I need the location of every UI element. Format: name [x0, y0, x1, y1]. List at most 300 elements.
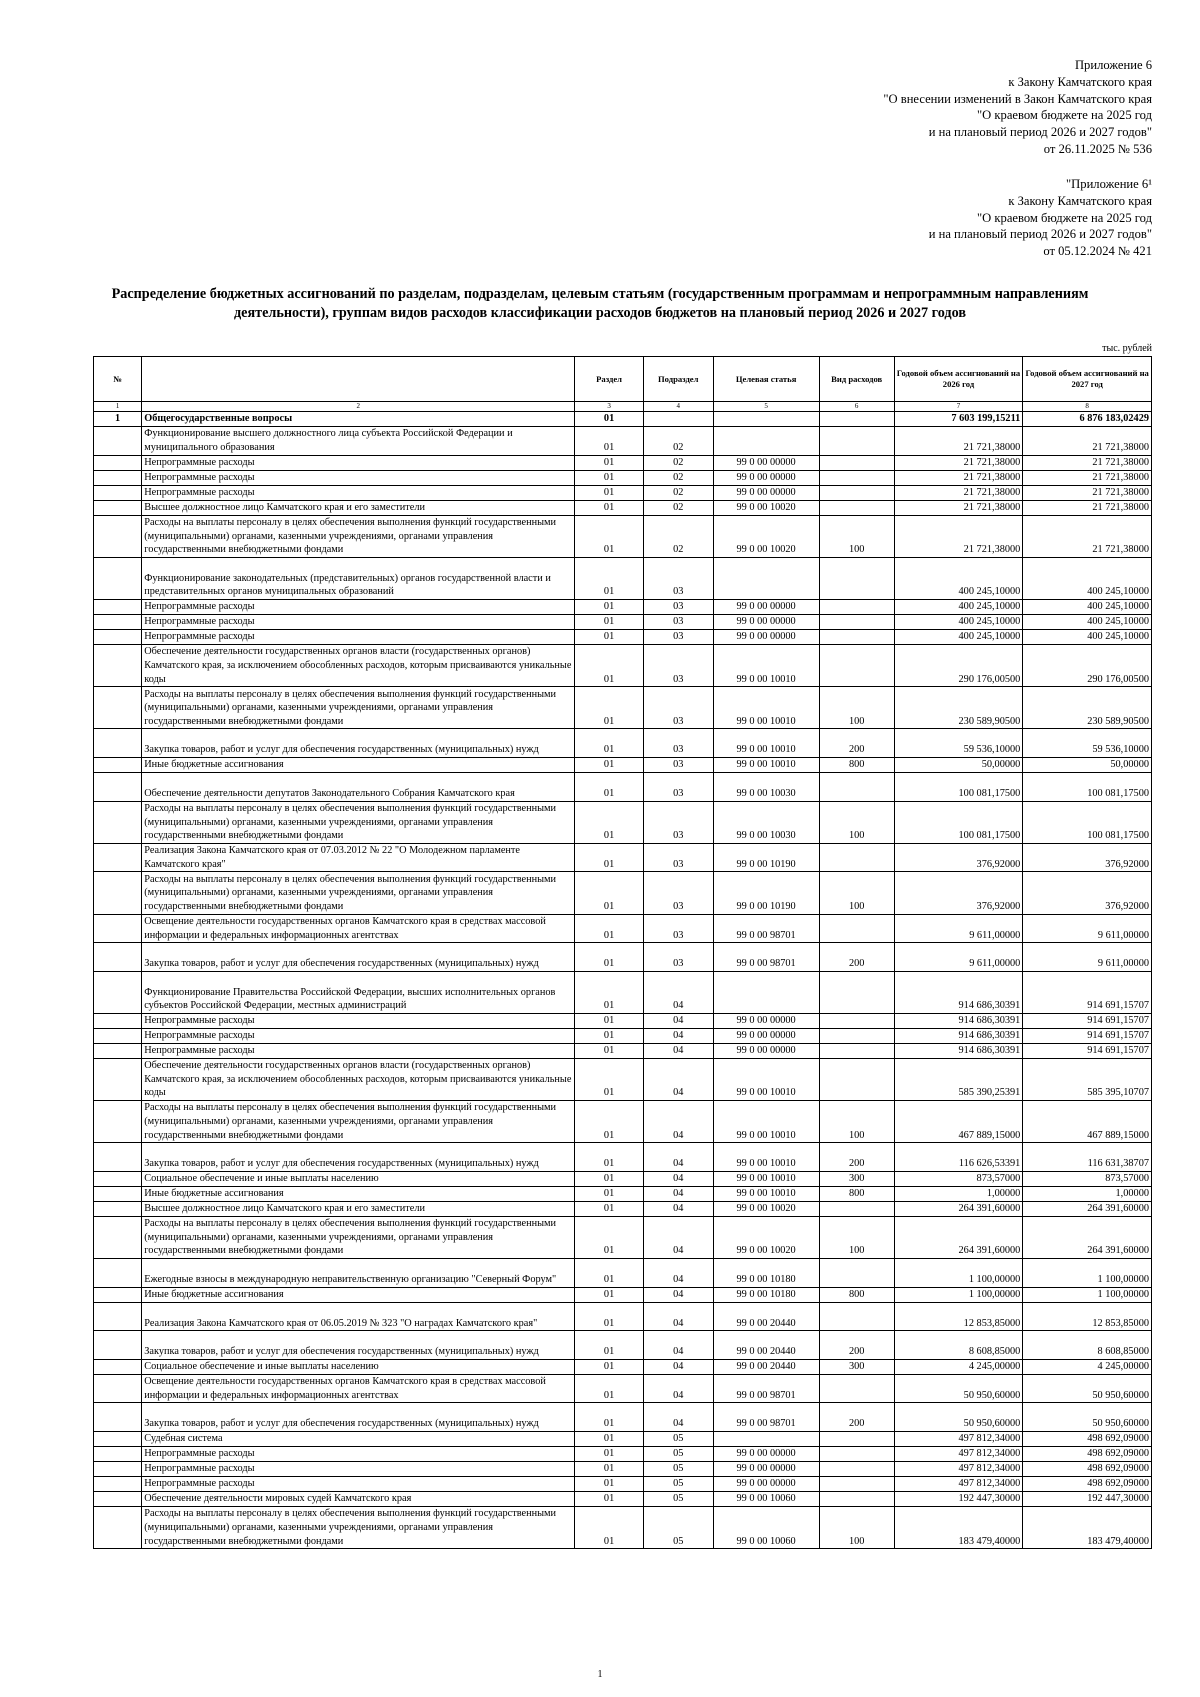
row-section: 01 [575, 1216, 644, 1258]
row-section: 01 [575, 971, 644, 1013]
row-name: Закупка товаров, работ и услуг для обеспечения государственных (муниципальных) нужд [142, 1331, 575, 1360]
row-amount-2027: 400 245,10000 [1023, 614, 1152, 629]
row-num [94, 1171, 142, 1186]
row-expense-type [819, 1374, 894, 1403]
column-number: 4 [643, 402, 713, 412]
row-section: 01 [575, 1043, 644, 1058]
row-expense-type: 800 [819, 1287, 894, 1302]
row-expense-type [819, 1013, 894, 1028]
row-num [94, 515, 142, 557]
row-target-article: 99 0 00 10190 [713, 843, 819, 872]
row-subsection: 02 [643, 427, 713, 456]
row-section: 01 [575, 1359, 644, 1374]
row-section: 01 [575, 687, 644, 729]
row-amount-2026: 21 721,38000 [894, 427, 1023, 456]
table-row [94, 557, 1152, 599]
row-amount-2026: 290 176,00500 [894, 644, 1023, 686]
table-row [94, 1462, 1152, 1477]
row-target-article: 99 0 00 00000 [713, 1043, 819, 1058]
original-appendix-header-line: и на плановый период 2026 и 2027 годов" [928, 227, 1152, 242]
row-amount-2027: 4 245,00000 [1023, 1359, 1152, 1374]
row-section: 01 [575, 1171, 644, 1186]
row-num [94, 1359, 142, 1374]
table-row [94, 872, 1152, 914]
row-section: 01 [575, 872, 644, 914]
table-header-row [94, 357, 1152, 402]
row-amount-2027: 116 631,38707 [1023, 1143, 1152, 1172]
table-row [94, 1201, 1152, 1216]
row-target-article: 99 0 00 10020 [713, 515, 819, 557]
row-expense-type [819, 914, 894, 943]
row-section: 01 [575, 412, 644, 427]
row-subsection: 02 [643, 455, 713, 470]
row-amount-2026: 497 812,34000 [894, 1447, 1023, 1462]
row-target-article [713, 557, 819, 599]
row-expense-type [819, 1259, 894, 1288]
row-expense-type [819, 500, 894, 515]
row-amount-2026: 100 081,17500 [894, 772, 1023, 801]
row-amount-2027: 467 889,15000 [1023, 1101, 1152, 1143]
row-expense-type [819, 1462, 894, 1477]
appendix-header-line: "О внесении изменений в Закон Камчатского края [883, 91, 1152, 106]
row-amount-2026: 914 686,30391 [894, 1013, 1023, 1028]
row-amount-2026: 50 950,60000 [894, 1374, 1023, 1403]
row-name: Непрограммные расходы [142, 629, 575, 644]
table-row [94, 1058, 1152, 1100]
row-name: Высшее должностное лицо Камчатского края и его заместители [142, 1201, 575, 1216]
row-amount-2027: 9 611,00000 [1023, 914, 1152, 943]
row-target-article: 99 0 00 10010 [713, 1058, 819, 1100]
row-name: Функционирование Правительства Российской Федерации, высших исполнительных органов субъектов Российской Федерации, местных администраций [142, 971, 575, 1013]
row-name: Закупка товаров, работ и услуг для обеспечения государственных (муниципальных) нужд [142, 1143, 575, 1172]
row-num [94, 1201, 142, 1216]
row-amount-2027: 100 081,17500 [1023, 772, 1152, 801]
row-name: Непрограммные расходы [142, 1043, 575, 1058]
row-section: 01 [575, 914, 644, 943]
row-subsection: 03 [643, 557, 713, 599]
original-appendix-header-line: от 05.12.2024 № 421 [1043, 244, 1152, 259]
row-name: Закупка товаров, работ и услуг для обеспечения государственных (муниципальных) нужд [142, 729, 575, 758]
row-num [94, 1216, 142, 1258]
row-expense-type: 300 [819, 1171, 894, 1186]
row-expense-type: 100 [819, 1101, 894, 1143]
row-section: 01 [575, 1013, 644, 1028]
row-amount-2026: 7 603 199,15211 [894, 412, 1023, 427]
row-section: 01 [575, 1507, 644, 1549]
column-number: 5 [713, 402, 819, 412]
row-name: Расходы на выплаты персоналу в целях обеспечения выполнения функций государственными (муниципальными) органами, казенными учреждениями, органами управления государственными внебюджетными фондами [142, 801, 575, 843]
row-target-article: 99 0 00 00000 [713, 629, 819, 644]
row-name: Социальное обеспечение и иные выплаты населению [142, 1171, 575, 1186]
table-row [94, 729, 1152, 758]
row-target-article: 99 0 00 00000 [713, 1447, 819, 1462]
row-subsection: 04 [643, 1101, 713, 1143]
row-amount-2026: 100 081,17500 [894, 801, 1023, 843]
row-amount-2027: 50 950,60000 [1023, 1403, 1152, 1432]
row-name: Общегосударственные вопросы [142, 412, 575, 427]
row-target-article: 99 0 00 10060 [713, 1507, 819, 1549]
table-row [94, 614, 1152, 629]
row-amount-2026: 467 889,15000 [894, 1101, 1023, 1143]
table-row [94, 1331, 1152, 1360]
row-expense-type [819, 1302, 894, 1331]
row-subsection: 03 [643, 801, 713, 843]
row-section: 01 [575, 1492, 644, 1507]
table-body [94, 412, 1152, 1549]
row-subsection: 04 [643, 1359, 713, 1374]
row-section: 01 [575, 1331, 644, 1360]
row-expense-type [819, 971, 894, 1013]
row-subsection: 05 [643, 1507, 713, 1549]
row-section: 01 [575, 515, 644, 557]
row-num [94, 757, 142, 772]
row-num [94, 914, 142, 943]
row-subsection: 03 [643, 757, 713, 772]
col-header-section: Раздел [575, 357, 644, 402]
table-row [94, 971, 1152, 1013]
row-amount-2026: 59 536,10000 [894, 729, 1023, 758]
column-number: 7 [894, 402, 1023, 412]
table-row [94, 1359, 1152, 1374]
row-section: 01 [575, 485, 644, 500]
row-num [94, 772, 142, 801]
row-target-article [713, 971, 819, 1013]
row-name: Непрограммные расходы [142, 485, 575, 500]
row-name: Обеспечение деятельности государственных органов власти (государственных органов) Камчатского края, за исключением обособленных расходов, которым присваиваются уникальные коды [142, 1058, 575, 1100]
row-section: 01 [575, 1186, 644, 1201]
row-num [94, 427, 142, 456]
appendix-header-line: "О краевом бюджете на 2025 год [977, 108, 1152, 123]
table-row [94, 1013, 1152, 1028]
row-name: Иные бюджетные ассигнования [142, 1287, 575, 1302]
table-row [94, 599, 1152, 614]
row-target-article: 99 0 00 10010 [713, 644, 819, 686]
row-section: 01 [575, 1432, 644, 1447]
row-name: Ежегодные взносы в международную неправительственную организацию "Северный Форум" [142, 1259, 575, 1288]
row-section: 01 [575, 455, 644, 470]
row-amount-2027: 914 691,15707 [1023, 971, 1152, 1013]
row-target-article: 99 0 00 10010 [713, 1101, 819, 1143]
row-amount-2027: 1 100,00000 [1023, 1259, 1152, 1288]
row-expense-type: 200 [819, 1403, 894, 1432]
row-num [94, 1101, 142, 1143]
row-subsection: 03 [643, 687, 713, 729]
row-num [94, 1013, 142, 1028]
row-target-article: 99 0 00 00000 [713, 1477, 819, 1492]
row-expense-type [819, 455, 894, 470]
row-section: 01 [575, 1374, 644, 1403]
row-amount-2027: 400 245,10000 [1023, 629, 1152, 644]
row-subsection: 03 [643, 599, 713, 614]
table-row [94, 485, 1152, 500]
table-row [94, 757, 1152, 772]
col-header-expense-type: Вид расходов [819, 357, 894, 402]
table-row [94, 470, 1152, 485]
row-section: 01 [575, 1028, 644, 1043]
row-num [94, 1028, 142, 1043]
table-row [94, 455, 1152, 470]
row-expense-type: 100 [819, 801, 894, 843]
row-name: Реализация Закона Камчатского края от 06.05.2019 № 323 "О наградах Камчатского края" [142, 1302, 575, 1331]
col-header-target: Целевая статья [713, 357, 819, 402]
row-amount-2027: 914 691,15707 [1023, 1013, 1152, 1028]
table-row [94, 427, 1152, 456]
row-num: 1 [94, 412, 142, 427]
row-subsection: 05 [643, 1477, 713, 1492]
row-subsection: 04 [643, 971, 713, 1013]
row-name: Иные бюджетные ассигнования [142, 757, 575, 772]
row-target-article: 99 0 00 20440 [713, 1359, 819, 1374]
row-subsection: 05 [643, 1462, 713, 1477]
row-name: Непрограммные расходы [142, 614, 575, 629]
row-expense-type: 100 [819, 1507, 894, 1549]
row-target-article: 99 0 00 10180 [713, 1287, 819, 1302]
row-num [94, 614, 142, 629]
table-row [94, 629, 1152, 644]
col-header-name [142, 357, 575, 402]
row-num [94, 971, 142, 1013]
row-amount-2027: 21 721,38000 [1023, 427, 1152, 456]
table-row [94, 943, 1152, 972]
row-amount-2027: 264 391,60000 [1023, 1201, 1152, 1216]
row-amount-2027: 50,00000 [1023, 757, 1152, 772]
row-target-article: 99 0 00 98701 [713, 943, 819, 972]
table-row [94, 1302, 1152, 1331]
appendix-header [883, 57, 1152, 158]
row-amount-2026: 400 245,10000 [894, 614, 1023, 629]
row-target-article: 99 0 00 10010 [713, 1171, 819, 1186]
row-target-article: 99 0 00 10060 [713, 1492, 819, 1507]
row-amount-2026: 264 391,60000 [894, 1201, 1023, 1216]
row-amount-2027: 376,92000 [1023, 843, 1152, 872]
row-section: 01 [575, 1302, 644, 1331]
row-expense-type [819, 1201, 894, 1216]
row-subsection: 04 [643, 1201, 713, 1216]
row-section: 01 [575, 500, 644, 515]
row-section: 01 [575, 1477, 644, 1492]
row-num [94, 1403, 142, 1432]
row-subsection: 04 [643, 1302, 713, 1331]
row-section: 01 [575, 757, 644, 772]
row-expense-type: 100 [819, 515, 894, 557]
row-expense-type: 100 [819, 1216, 894, 1258]
table-row [94, 843, 1152, 872]
row-target-article: 99 0 00 10030 [713, 801, 819, 843]
row-num [94, 455, 142, 470]
row-target-article: 99 0 00 10010 [713, 687, 819, 729]
row-expense-type [819, 614, 894, 629]
row-amount-2027: 1 100,00000 [1023, 1287, 1152, 1302]
row-target-article: 99 0 00 20440 [713, 1302, 819, 1331]
table-row [94, 412, 1152, 427]
row-amount-2026: 116 626,53391 [894, 1143, 1023, 1172]
row-num [94, 729, 142, 758]
row-amount-2026: 21 721,38000 [894, 455, 1023, 470]
budget-table [93, 356, 1152, 1549]
row-num [94, 1043, 142, 1058]
row-amount-2027: 498 692,09000 [1023, 1432, 1152, 1447]
row-expense-type [819, 1477, 894, 1492]
row-amount-2026: 1 100,00000 [894, 1259, 1023, 1288]
row-section: 01 [575, 629, 644, 644]
row-expense-type [819, 772, 894, 801]
row-target-article: 99 0 00 10020 [713, 1216, 819, 1258]
row-num [94, 1287, 142, 1302]
row-amount-2026: 183 479,40000 [894, 1507, 1023, 1549]
row-name: Закупка товаров, работ и услуг для обеспечения государственных (муниципальных) нужд [142, 943, 575, 972]
table-row [94, 515, 1152, 557]
row-amount-2026: 1,00000 [894, 1186, 1023, 1201]
row-num [94, 1259, 142, 1288]
row-expense-type [819, 470, 894, 485]
table-row [94, 644, 1152, 686]
row-amount-2026: 50,00000 [894, 757, 1023, 772]
row-name: Судебная система [142, 1432, 575, 1447]
table-row [94, 1507, 1152, 1549]
row-num [94, 1432, 142, 1447]
row-target-article: 99 0 00 98701 [713, 1403, 819, 1432]
row-expense-type: 200 [819, 943, 894, 972]
row-amount-2026: 9 611,00000 [894, 914, 1023, 943]
row-subsection: 04 [643, 1287, 713, 1302]
row-amount-2027: 400 245,10000 [1023, 599, 1152, 614]
table-row [94, 1287, 1152, 1302]
row-subsection: 04 [643, 1259, 713, 1288]
row-target-article: 99 0 00 10010 [713, 1186, 819, 1201]
row-subsection: 03 [643, 843, 713, 872]
row-amount-2027: 21 721,38000 [1023, 470, 1152, 485]
row-amount-2026: 230 589,90500 [894, 687, 1023, 729]
row-num [94, 1477, 142, 1492]
row-num [94, 1058, 142, 1100]
row-subsection: 04 [643, 1186, 713, 1201]
row-subsection: 02 [643, 485, 713, 500]
row-subsection: 04 [643, 1403, 713, 1432]
table-row [94, 1143, 1152, 1172]
row-expense-type: 800 [819, 757, 894, 772]
appendix-header-line: и на плановый период 2026 и 2027 годов" [928, 125, 1152, 140]
row-name: Непрограммные расходы [142, 1028, 575, 1043]
col-header-2026: Годовой объем ассигнований на 2026 год [894, 357, 1023, 402]
row-subsection: 03 [643, 614, 713, 629]
row-name: Функционирование законодательных (представительных) органов государственной власти и представительных органов муниципальных образований [142, 557, 575, 599]
row-target-article: 99 0 00 00000 [713, 1013, 819, 1028]
row-amount-2026: 497 812,34000 [894, 1432, 1023, 1447]
row-name: Расходы на выплаты персоналу в целях обеспечения выполнения функций государственными (муниципальными) органами, казенными учреждениями, органами управления государственными внебюджетными фондами [142, 872, 575, 914]
row-section: 01 [575, 557, 644, 599]
col-header-subsection: Подраздел [643, 357, 713, 402]
row-amount-2027: 183 479,40000 [1023, 1507, 1152, 1549]
row-subsection: 04 [643, 1043, 713, 1058]
column-number: 8 [1023, 402, 1152, 412]
row-num [94, 470, 142, 485]
row-num [94, 801, 142, 843]
row-amount-2027: 498 692,09000 [1023, 1462, 1152, 1477]
row-amount-2026: 8 608,85000 [894, 1331, 1023, 1360]
row-expense-type: 800 [819, 1186, 894, 1201]
row-subsection: 04 [643, 1013, 713, 1028]
row-target-article: 99 0 00 10190 [713, 872, 819, 914]
row-subsection: 04 [643, 1331, 713, 1360]
row-section: 01 [575, 1201, 644, 1216]
row-subsection: 05 [643, 1432, 713, 1447]
table-row [94, 1374, 1152, 1403]
original-appendix-header-line: "Приложение 6¹ [1066, 177, 1152, 191]
row-target-article: 99 0 00 10010 [713, 1143, 819, 1172]
row-amount-2027: 1,00000 [1023, 1186, 1152, 1201]
appendix-header-line: к Закону Камчатского края [1008, 74, 1152, 89]
row-num [94, 557, 142, 599]
row-expense-type: 100 [819, 872, 894, 914]
row-target-article: 99 0 00 98701 [713, 1374, 819, 1403]
row-name: Социальное обеспечение и иные выплаты населению [142, 1359, 575, 1374]
row-section: 01 [575, 1101, 644, 1143]
row-amount-2026: 400 245,10000 [894, 629, 1023, 644]
table-row [94, 1432, 1152, 1447]
row-amount-2026: 21 721,38000 [894, 470, 1023, 485]
table-row [94, 1477, 1152, 1492]
row-amount-2027: 59 536,10000 [1023, 729, 1152, 758]
row-expense-type: 200 [819, 1331, 894, 1360]
row-name: Непрограммные расходы [142, 1462, 575, 1477]
table-row [94, 801, 1152, 843]
row-expense-type [819, 557, 894, 599]
row-section: 01 [575, 772, 644, 801]
row-subsection: 05 [643, 1447, 713, 1462]
row-subsection: 05 [643, 1492, 713, 1507]
row-name: Непрограммные расходы [142, 470, 575, 485]
row-name: Высшее должностное лицо Камчатского края и его заместители [142, 500, 575, 515]
row-amount-2027: 376,92000 [1023, 872, 1152, 914]
row-amount-2027: 21 721,38000 [1023, 455, 1152, 470]
row-num [94, 1462, 142, 1477]
row-target-article [713, 1432, 819, 1447]
row-amount-2026: 21 721,38000 [894, 515, 1023, 557]
row-name: Расходы на выплаты персоналу в целях обеспечения выполнения функций государственными (муниципальными) органами, казенными учреждениями, органами управления государственными внебюджетными фондами [142, 515, 575, 557]
row-amount-2027: 21 721,38000 [1023, 500, 1152, 515]
column-number: 6 [819, 402, 894, 412]
row-expense-type: 100 [819, 687, 894, 729]
row-name: Расходы на выплаты персоналу в целях обеспечения выполнения функций государственными (муниципальными) органами, казенными учреждениями, органами управления государственными внебюджетными фондами [142, 687, 575, 729]
table-row [94, 1028, 1152, 1043]
row-amount-2026: 376,92000 [894, 843, 1023, 872]
column-number-row [94, 402, 1152, 412]
row-section: 01 [575, 1287, 644, 1302]
row-num [94, 644, 142, 686]
row-amount-2026: 376,92000 [894, 872, 1023, 914]
row-amount-2026: 50 950,60000 [894, 1403, 1023, 1432]
row-amount-2027: 914 691,15707 [1023, 1043, 1152, 1058]
row-target-article: 99 0 00 00000 [713, 614, 819, 629]
row-amount-2026: 264 391,60000 [894, 1216, 1023, 1258]
row-name: Расходы на выплаты персоналу в целях обеспечения выполнения функций государственными (муниципальными) органами, казенными учреждениями, органами управления государственными внебюджетными фондами [142, 1216, 575, 1258]
row-target-article: 99 0 00 10010 [713, 729, 819, 758]
row-name: Обеспечение деятельности мировых судей Камчатского края [142, 1492, 575, 1507]
row-section: 01 [575, 644, 644, 686]
row-name: Обеспечение деятельности государственных органов власти (государственных органов) Камчатского края, за исключением обособленных расходов, которым присваиваются уникальные коды [142, 644, 575, 686]
row-num [94, 1331, 142, 1360]
table-row [94, 1492, 1152, 1507]
row-section: 01 [575, 729, 644, 758]
row-amount-2026: 914 686,30391 [894, 971, 1023, 1013]
row-subsection: 04 [643, 1028, 713, 1043]
row-amount-2026: 914 686,30391 [894, 1028, 1023, 1043]
row-amount-2026: 873,57000 [894, 1171, 1023, 1186]
row-target-article: 99 0 00 10020 [713, 1201, 819, 1216]
table-row [94, 1186, 1152, 1201]
row-amount-2027: 914 691,15707 [1023, 1028, 1152, 1043]
row-amount-2027: 585 395,10707 [1023, 1058, 1152, 1100]
